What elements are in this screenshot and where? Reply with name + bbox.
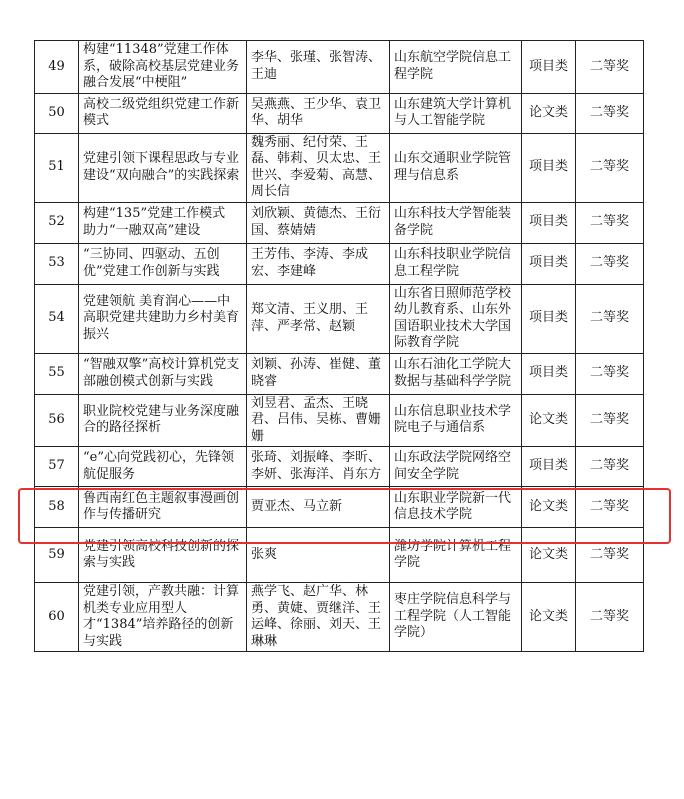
row-number: 54 [35, 284, 79, 353]
project-authors: 郑文清、王义朋、王萍、严孝常、赵颖 [247, 284, 390, 353]
table-row [35, 133, 644, 202]
project-organization: 山东建筑大学计算机与人工智能学院 [390, 93, 522, 133]
project-title: 高校二级党组织党建工作新模式 [79, 93, 247, 133]
project-title: “智融双擎”高校计算机党支部融创模式创新与实践 [79, 353, 247, 394]
table-row [35, 41, 644, 94]
project-organization: 山东科技大学智能装备学院 [390, 202, 522, 243]
table-row [35, 528, 644, 583]
project-authors: 李华、张瑾、张智涛、王迪 [247, 41, 390, 94]
row-number: 57 [35, 447, 79, 487]
table-row [35, 243, 644, 284]
project-authors: 张琦、刘振峰、李昕、李妍、张海洋、肖东方 [247, 447, 390, 487]
project-organization: 枣庄学院信息科学与工程学院（人工智能学院） [390, 583, 522, 652]
award-level: 二等奖 [576, 133, 644, 202]
project-title: “三协同、四驱动、五创优”党建工作创新与实践 [79, 243, 247, 284]
awards-table-body [35, 41, 644, 652]
project-type: 论文类 [522, 394, 576, 447]
table-row [35, 583, 644, 652]
project-title: 党建领航 美育润心——中高职党建共建助力乡村美育振兴 [79, 284, 247, 353]
project-type: 项目类 [522, 353, 576, 394]
project-type: 论文类 [522, 583, 576, 652]
awards-table [34, 40, 644, 652]
award-level: 二等奖 [576, 202, 644, 243]
project-title: 党建引领高校科技创新的探索与实践 [79, 528, 247, 583]
project-authors: 刘昱君、孟杰、王晓君、吕伟、吴栋、曹姗姗 [247, 394, 390, 447]
project-title: 构建“11348”党建工作体系，破除高校基层党建业务融合发展“中梗阻” [79, 41, 247, 94]
project-type: 论文类 [522, 528, 576, 583]
award-level: 二等奖 [576, 41, 644, 94]
row-number: 55 [35, 353, 79, 394]
award-level: 二等奖 [576, 394, 644, 447]
table-row [35, 353, 644, 394]
row-number: 53 [35, 243, 79, 284]
award-level: 二等奖 [576, 487, 644, 528]
project-type: 项目类 [522, 284, 576, 353]
table-row [35, 202, 644, 243]
project-type: 论文类 [522, 93, 576, 133]
project-authors: 刘颖、孙涛、崔健、董晓睿 [247, 353, 390, 394]
project-organization: 潍坊学院计算机工程学院 [390, 528, 522, 583]
award-level: 二等奖 [576, 284, 644, 353]
project-title: 党建引领下课程思政与专业建设“双向融合”的实践探索 [79, 133, 247, 202]
project-organization: 山东科技职业学院信息工程学院 [390, 243, 522, 284]
award-level: 二等奖 [576, 243, 644, 284]
table-row [35, 487, 644, 528]
project-type: 项目类 [522, 133, 576, 202]
project-type: 项目类 [522, 243, 576, 284]
table-row [35, 447, 644, 487]
project-authors: 王芳伟、李涛、李成宏、李建峰 [247, 243, 390, 284]
table-row [35, 93, 644, 133]
table-row [35, 284, 644, 353]
row-number: 56 [35, 394, 79, 447]
row-number: 52 [35, 202, 79, 243]
project-organization: 山东交通职业学院管理与信息系 [390, 133, 522, 202]
project-title: 党建引领，产教共融：计算机类专业应用型人才“1384”培养路径的创新与实践 [79, 583, 247, 652]
project-organization: 山东石油化工学院大数据与基础科学学院 [390, 353, 522, 394]
project-organization: 山东信息职业技术学院电子与通信系 [390, 394, 522, 447]
row-number: 60 [35, 583, 79, 652]
table-row [35, 394, 644, 447]
row-number: 59 [35, 528, 79, 583]
project-organization: 山东航空学院信息工程学院 [390, 41, 522, 94]
project-title: 构建“135”党建工作模式 助力“一融双高”建设 [79, 202, 247, 243]
project-title: “e”心向党践初心，先锋领航促服务 [79, 447, 247, 487]
award-level: 二等奖 [576, 353, 644, 394]
project-type: 项目类 [522, 447, 576, 487]
project-title: 鲁西南红色主题叙事漫画创作与传播研究 [79, 487, 247, 528]
project-organization: 山东政法学院网络空间安全学院 [390, 447, 522, 487]
project-type: 论文类 [522, 487, 576, 528]
project-authors: 张爽 [247, 528, 390, 583]
row-number: 58 [35, 487, 79, 528]
award-level: 二等奖 [576, 93, 644, 133]
row-number: 50 [35, 93, 79, 133]
project-authors: 吴燕燕、王少华、袁卫华、胡华 [247, 93, 390, 133]
project-organization: 山东职业学院新一代信息技术学院 [390, 487, 522, 528]
project-organization: 山东省日照师范学校幼儿教育系、山东外国语职业技术大学国际教育学院 [390, 284, 522, 353]
project-type: 项目类 [522, 202, 576, 243]
award-level: 二等奖 [576, 447, 644, 487]
award-level: 二等奖 [576, 528, 644, 583]
project-authors: 燕学飞、赵广华、林勇、黄婕、贾继洋、王运峰、徐丽、刘天、王琳琳 [247, 583, 390, 652]
row-number: 49 [35, 41, 79, 94]
project-type: 项目类 [522, 41, 576, 94]
row-number: 51 [35, 133, 79, 202]
project-authors: 贾亚杰、马立新 [247, 487, 390, 528]
project-title: 职业院校党建与业务深度融合的路径探析 [79, 394, 247, 447]
project-authors: 刘欣颖、黄德杰、王衍国、蔡婧婧 [247, 202, 390, 243]
award-level: 二等奖 [576, 583, 644, 652]
project-authors: 魏秀丽、纪付荣、王磊、韩莉、贝太忠、王世兴、李爱菊、高慧、周长信 [247, 133, 390, 202]
